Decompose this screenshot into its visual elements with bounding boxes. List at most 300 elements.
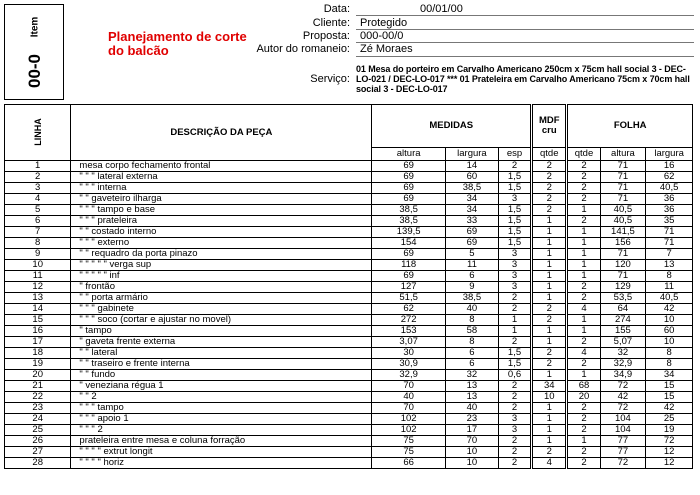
cliente-underline <box>356 29 694 30</box>
folha-altura-cell: 34,9 <box>600 370 646 381</box>
linha-cell: 28 <box>5 458 71 469</box>
table-row <box>5 194 693 205</box>
folha-largura-cell: 15 <box>646 392 693 403</box>
folha-qtde-subheader: qtde <box>567 148 600 161</box>
folha-altura-cell: 156 <box>600 238 646 249</box>
largura-cell: 17 <box>445 425 498 436</box>
table-row <box>5 183 693 194</box>
table-row <box>5 414 693 425</box>
folha-altura-cell: 274 <box>600 315 646 326</box>
linha-cell: 27 <box>5 447 71 458</box>
folha-qtde-cell: 2 <box>567 161 600 172</box>
mdf-qtde-cell: 1 <box>532 436 567 447</box>
linha-cell: 1 <box>5 161 71 172</box>
linha-cell: 5 <box>5 205 71 216</box>
autor-value: Zé Moraes <box>360 43 413 55</box>
folha-largura-cell: 8 <box>646 359 693 370</box>
altura-cell: 38,5 <box>372 216 446 227</box>
altura-cell: 70 <box>372 403 446 414</box>
linha-cell: 8 <box>5 238 71 249</box>
altura-cell: 75 <box>372 436 446 447</box>
folha-altura-cell: 42 <box>600 392 646 403</box>
linha-cell: 6 <box>5 216 71 227</box>
folha-qtde-cell: 1 <box>567 315 600 326</box>
folha-qtde-cell: 2 <box>567 359 600 370</box>
largura-cell: 13 <box>445 392 498 403</box>
altura-cell: 154 <box>372 238 446 249</box>
esp-cell: 3 <box>498 271 531 282</box>
descricao-cell: " tampo <box>71 326 372 337</box>
linha-header: LINHA <box>5 105 71 161</box>
folha-qtde-cell: 1 <box>567 260 600 271</box>
altura-cell: 30 <box>372 348 446 359</box>
linha-cell: 16 <box>5 326 71 337</box>
descricao-cell: mesa corpo fechamento frontal <box>71 161 372 172</box>
table-row <box>5 161 693 172</box>
esp-subheader: esp <box>498 148 531 161</box>
folha-qtde-cell: 2 <box>567 447 600 458</box>
descricao-cell: prateleira entre mesa e coluna forração <box>71 436 372 447</box>
linha-cell: 17 <box>5 337 71 348</box>
mdf-qtde-cell: 1 <box>532 370 567 381</box>
esp-cell: 1 <box>498 326 531 337</box>
esp-cell: 2 <box>498 304 531 315</box>
folha-largura-cell: 7 <box>646 249 693 260</box>
table-row <box>5 249 693 260</box>
folha-altura-cell: 5,07 <box>600 337 646 348</box>
table-row <box>5 326 693 337</box>
table-row <box>5 271 693 282</box>
folha-qtde-cell: 2 <box>567 172 600 183</box>
document-title: Planejamento de corte do balcão <box>108 29 247 58</box>
largura-cell: 8 <box>445 337 498 348</box>
mdf-qtde-cell: 10 <box>532 392 567 403</box>
folha-largura-cell: 12 <box>646 458 693 469</box>
folha-altura-cell: 104 <box>600 425 646 436</box>
largura-subheader: largura <box>445 148 498 161</box>
table-row <box>5 172 693 183</box>
mdf-qtde-subheader: qtde <box>532 148 567 161</box>
esp-cell: 3 <box>498 425 531 436</box>
folha-altura-cell: 71 <box>600 183 646 194</box>
linha-cell: 10 <box>5 260 71 271</box>
esp-cell: 2 <box>498 381 531 392</box>
folha-largura-cell: 35 <box>646 216 693 227</box>
mdf-qtde-cell: 1 <box>532 293 567 304</box>
folha-largura-cell: 8 <box>646 348 693 359</box>
table-row <box>5 458 693 469</box>
mdf-qtde-cell: 1 <box>532 260 567 271</box>
descricao-cell: " frontão <box>71 282 372 293</box>
largura-cell: 11 <box>445 260 498 271</box>
folha-qtde-cell: 2 <box>567 293 600 304</box>
linha-cell: 11 <box>5 271 71 282</box>
linha-cell: 22 <box>5 392 71 403</box>
altura-cell: 3,07 <box>372 337 446 348</box>
linha-cell: 9 <box>5 249 71 260</box>
folha-largura-cell: 72 <box>646 436 693 447</box>
linha-cell: 23 <box>5 403 71 414</box>
mdf-qtde-cell: 34 <box>532 381 567 392</box>
linha-cell: 20 <box>5 370 71 381</box>
folha-altura-cell: 71 <box>600 271 646 282</box>
descricao-cell: " " " " " verga sup <box>71 260 372 271</box>
mdf-qtde-cell: 2 <box>532 205 567 216</box>
esp-cell: 1,5 <box>498 359 531 370</box>
folha-qtde-cell: 1 <box>567 205 600 216</box>
esp-cell: 1,5 <box>498 172 531 183</box>
folha-qtde-cell: 2 <box>567 403 600 414</box>
mdf-qtde-cell: 1 <box>532 249 567 260</box>
proposta-value: 000-00/0 <box>360 30 404 42</box>
folha-largura-cell: 16 <box>646 161 693 172</box>
folha-altura-cell: 40,5 <box>600 216 646 227</box>
esp-cell: 2 <box>498 458 531 469</box>
folha-qtde-cell: 1 <box>567 271 600 282</box>
altura-cell: 38,5 <box>372 205 446 216</box>
linha-cell: 15 <box>5 315 71 326</box>
esp-cell: 2 <box>498 161 531 172</box>
altura-cell: 32,9 <box>372 370 446 381</box>
largura-cell: 33 <box>445 216 498 227</box>
table-row <box>5 403 693 414</box>
largura-cell: 10 <box>445 447 498 458</box>
folha-altura-cell: 72 <box>600 381 646 392</box>
folha-largura-cell: 62 <box>646 172 693 183</box>
table-row <box>5 337 693 348</box>
largura-cell: 70 <box>445 436 498 447</box>
esp-cell: 1,5 <box>498 227 531 238</box>
linha-cell: 25 <box>5 425 71 436</box>
folha-qtde-cell: 1 <box>567 227 600 238</box>
mdf-qtde-cell: 2 <box>532 161 567 172</box>
folha-largura-cell: 12 <box>646 447 693 458</box>
linha-cell: 14 <box>5 304 71 315</box>
folha-qtde-cell: 2 <box>567 216 600 227</box>
largura-cell: 38,5 <box>445 183 498 194</box>
folha-altura-cell: 104 <box>600 414 646 425</box>
descricao-cell: " " " tampo e base <box>71 205 372 216</box>
linha-cell: 24 <box>5 414 71 425</box>
folha-altura-cell: 32,9 <box>600 359 646 370</box>
folha-altura-cell: 71 <box>600 161 646 172</box>
mdf-qtde-cell: 1 <box>532 282 567 293</box>
descricao-cell: " " " 2 <box>71 425 372 436</box>
folha-largura-cell: 13 <box>646 260 693 271</box>
largura-cell: 69 <box>445 238 498 249</box>
largura-cell: 60 <box>445 172 498 183</box>
descricao-cell: " " " externo <box>71 238 372 249</box>
altura-cell: 51,5 <box>372 293 446 304</box>
table-row <box>5 260 693 271</box>
esp-cell: 1,5 <box>498 348 531 359</box>
esp-cell: 3 <box>498 194 531 205</box>
altura-cell: 40 <box>372 392 446 403</box>
folha-qtde-cell: 1 <box>567 249 600 260</box>
folha-altura-cell: 71 <box>600 249 646 260</box>
largura-cell: 5 <box>445 249 498 260</box>
esp-cell: 1 <box>498 315 531 326</box>
descricao-cell: " " " " horiz <box>71 458 372 469</box>
mdf-qtde-cell: 2 <box>532 172 567 183</box>
esp-cell: 2 <box>498 337 531 348</box>
folha-largura-cell: 42 <box>646 403 693 414</box>
largura-cell: 6 <box>445 359 498 370</box>
mdf-qtde-cell: 2 <box>532 348 567 359</box>
folha-largura-cell: 10 <box>646 337 693 348</box>
largura-cell: 6 <box>445 348 498 359</box>
altura-cell: 69 <box>372 172 446 183</box>
altura-cell: 69 <box>372 194 446 205</box>
autor-label: Autor do romaneio: <box>256 43 350 55</box>
folha-qtde-cell: 2 <box>567 183 600 194</box>
folha-largura-cell: 10 <box>646 315 693 326</box>
linha-cell: 19 <box>5 359 71 370</box>
table-row <box>5 425 693 436</box>
table-row <box>5 370 693 381</box>
descricao-cell: " " fundo <box>71 370 372 381</box>
folha-altura-cell: 77 <box>600 436 646 447</box>
folha-largura-cell: 25 <box>646 414 693 425</box>
linha-cell: 21 <box>5 381 71 392</box>
folha-largura-cell: 36 <box>646 205 693 216</box>
linha-cell: 13 <box>5 293 71 304</box>
folha-altura-cell: 72 <box>600 458 646 469</box>
esp-cell: 3 <box>498 282 531 293</box>
descricao-cell: " " " prateleira <box>71 216 372 227</box>
descricao-cell: " " " tampo <box>71 403 372 414</box>
linha-cell: 12 <box>5 282 71 293</box>
largura-cell: 32 <box>445 370 498 381</box>
folha-qtde-cell: 2 <box>567 425 600 436</box>
esp-cell: 2 <box>498 392 531 403</box>
esp-cell: 3 <box>498 414 531 425</box>
folha-largura-cell: 8 <box>646 271 693 282</box>
table-row <box>5 359 693 370</box>
altura-cell: 30,9 <box>372 359 446 370</box>
folha-largura-cell: 15 <box>646 381 693 392</box>
largura-cell: 40 <box>445 403 498 414</box>
folha-largura-cell: 11 <box>646 282 693 293</box>
altura-cell: 272 <box>372 315 446 326</box>
mdf-qtde-cell: 1 <box>532 425 567 436</box>
mdf-qtde-cell: 2 <box>532 315 567 326</box>
table-row <box>5 348 693 359</box>
folha-qtde-cell: 2 <box>567 414 600 425</box>
largura-cell: 10 <box>445 458 498 469</box>
mdf-qtde-cell: 2 <box>532 183 567 194</box>
largura-cell: 38,5 <box>445 293 498 304</box>
altura-cell: 69 <box>372 183 446 194</box>
table-row <box>5 293 693 304</box>
altura-cell: 62 <box>372 304 446 315</box>
mdf-qtde-cell: 1 <box>532 238 567 249</box>
folha-largura-cell: 36 <box>646 194 693 205</box>
descricao-cell: " " gaveteiro ilharga <box>71 194 372 205</box>
mdf-qtde-cell: 2 <box>532 359 567 370</box>
mdf-qtde-cell: 2 <box>532 194 567 205</box>
mdf-qtde-cell: 1 <box>532 403 567 414</box>
descricao-cell: " " " " extrut longit <box>71 447 372 458</box>
descricao-cell: " " " soco (cortar e ajustar no movel) <box>71 315 372 326</box>
mdf-qtde-cell: 1 <box>532 414 567 425</box>
linha-cell: 4 <box>5 194 71 205</box>
folha-qtde-cell: 20 <box>567 392 600 403</box>
folha-largura-cell: 71 <box>646 238 693 249</box>
autor-underline <box>356 56 694 57</box>
mdf-qtde-cell: 1 <box>532 227 567 238</box>
largura-cell: 23 <box>445 414 498 425</box>
folha-qtde-cell: 4 <box>567 348 600 359</box>
folha-qtde-cell: 2 <box>567 194 600 205</box>
table-row <box>5 238 693 249</box>
linha-cell: 2 <box>5 172 71 183</box>
descricao-cell: " " lateral <box>71 348 372 359</box>
table-row <box>5 436 693 447</box>
largura-cell: 14 <box>445 161 498 172</box>
folha-qtde-cell: 1 <box>567 326 600 337</box>
largura-cell: 34 <box>445 205 498 216</box>
folha-altura-cell: 72 <box>600 403 646 414</box>
medidas-header: MEDIDAS <box>372 105 532 148</box>
proposta-label: Proposta: <box>302 30 350 42</box>
descricao-cell: " " " apoio 1 <box>71 414 372 425</box>
cliente-value: Protegido <box>360 17 408 29</box>
descricao-cell: " " porta armário <box>71 293 372 304</box>
descricao-header: DESCRIÇÃO DA PEÇA <box>71 105 372 161</box>
table-row <box>5 205 693 216</box>
folha-largura-cell: 40,5 <box>646 293 693 304</box>
folha-qtde-cell: 1 <box>567 370 600 381</box>
mdf-qtde-cell: 1 <box>532 337 567 348</box>
folha-largura-subheader: largura <box>646 148 693 161</box>
mdf-qtde-cell: 4 <box>532 458 567 469</box>
servico-value: 01 Mesa do porteiro em Carvalho Americano 250cm x 75cm hall social 3 - DEC-LO-021 / DEC-LO-017 *** 01 Prateleira em Carvalho Americano 75cm x 70cm hall social 3 - DEC-LO-017 <box>356 64 690 94</box>
esp-cell: 1,5 <box>498 183 531 194</box>
folha-largura-cell: 19 <box>646 425 693 436</box>
folha-altura-cell: 40,5 <box>600 205 646 216</box>
largura-cell: 8 <box>445 315 498 326</box>
linha-cell: 26 <box>5 436 71 447</box>
descricao-cell: " " " lateral externa <box>71 172 372 183</box>
largura-cell: 9 <box>445 282 498 293</box>
mdf-header: MDF cru <box>532 105 567 148</box>
descricao-cell: " " " gabinete <box>71 304 372 315</box>
descricao-cell: " " 2 <box>71 392 372 403</box>
folha-qtde-cell: 1 <box>567 436 600 447</box>
linha-cell: 18 <box>5 348 71 359</box>
folha-qtde-cell: 68 <box>567 381 600 392</box>
descricao-cell: " veneziana régua 1 <box>71 381 372 392</box>
table-row <box>5 216 693 227</box>
mdf-qtde-cell: 2 <box>532 447 567 458</box>
folha-altura-cell: 155 <box>600 326 646 337</box>
largura-cell: 40 <box>445 304 498 315</box>
item-label: Item <box>29 16 41 38</box>
linha-cell: 3 <box>5 183 71 194</box>
esp-cell: 1,5 <box>498 216 531 227</box>
data-label: Data: <box>323 3 350 15</box>
item-code: 00-0 <box>25 53 44 89</box>
esp-cell: 2 <box>498 293 531 304</box>
altura-cell: 153 <box>372 326 446 337</box>
table-row <box>5 381 693 392</box>
folha-qtde-cell: 1 <box>567 238 600 249</box>
largura-cell: 34 <box>445 194 498 205</box>
altura-cell: 102 <box>372 425 446 436</box>
table-row <box>5 304 693 315</box>
altura-cell: 118 <box>372 260 446 271</box>
esp-cell: 0,6 <box>498 370 531 381</box>
folha-qtde-cell: 2 <box>567 458 600 469</box>
folha-largura-cell: 40,5 <box>646 183 693 194</box>
altura-cell: 70 <box>372 381 446 392</box>
folha-altura-cell: 53,5 <box>600 293 646 304</box>
altura-cell: 66 <box>372 458 446 469</box>
folha-largura-cell: 71 <box>646 227 693 238</box>
folha-altura-cell: 64 <box>600 304 646 315</box>
folha-altura-cell: 71 <box>600 172 646 183</box>
cut-plan-table <box>4 104 693 469</box>
esp-cell: 3 <box>498 249 531 260</box>
folha-altura-cell: 32 <box>600 348 646 359</box>
folha-qtde-cell: 2 <box>567 282 600 293</box>
largura-cell: 6 <box>445 271 498 282</box>
folha-header: FOLHA <box>567 105 693 148</box>
altura-subheader: altura <box>372 148 446 161</box>
folha-qtde-cell: 4 <box>567 304 600 315</box>
descricao-cell: " " requadro da porta pinazo <box>71 249 372 260</box>
descricao-cell: " " " interna <box>71 183 372 194</box>
esp-cell: 2 <box>498 436 531 447</box>
esp-cell: 1,5 <box>498 238 531 249</box>
folha-altura-subheader: altura <box>600 148 646 161</box>
table-row <box>5 282 693 293</box>
altura-cell: 69 <box>372 271 446 282</box>
largura-cell: 13 <box>445 381 498 392</box>
item-box <box>4 4 64 100</box>
altura-cell: 69 <box>372 249 446 260</box>
altura-cell: 127 <box>372 282 446 293</box>
descricao-cell: " gaveta frente externa <box>71 337 372 348</box>
data-value: 00/01/00 <box>420 3 463 15</box>
linha-cell: 7 <box>5 227 71 238</box>
descricao-cell: " " costado interno <box>71 227 372 238</box>
mdf-qtde-cell: 1 <box>532 271 567 282</box>
mdf-qtde-cell: 1 <box>532 326 567 337</box>
esp-cell: 2 <box>498 403 531 414</box>
table-row <box>5 315 693 326</box>
folha-largura-cell: 34 <box>646 370 693 381</box>
largura-cell: 69 <box>445 227 498 238</box>
folha-altura-cell: 71 <box>600 194 646 205</box>
folha-qtde-cell: 2 <box>567 337 600 348</box>
folha-largura-cell: 42 <box>646 304 693 315</box>
table-row <box>5 392 693 403</box>
esp-cell: 1,5 <box>498 205 531 216</box>
mdf-qtde-cell: 1 <box>532 216 567 227</box>
folha-largura-cell: 60 <box>646 326 693 337</box>
esp-cell: 2 <box>498 447 531 458</box>
descricao-cell: " " " " " inf <box>71 271 372 282</box>
table-row <box>5 227 693 238</box>
descricao-cell: " " traseiro e frente interna <box>71 359 372 370</box>
largura-cell: 58 <box>445 326 498 337</box>
esp-cell: 3 <box>498 260 531 271</box>
cliente-label: Cliente: <box>312 17 350 29</box>
folha-altura-cell: 120 <box>600 260 646 271</box>
table-body <box>5 161 693 469</box>
